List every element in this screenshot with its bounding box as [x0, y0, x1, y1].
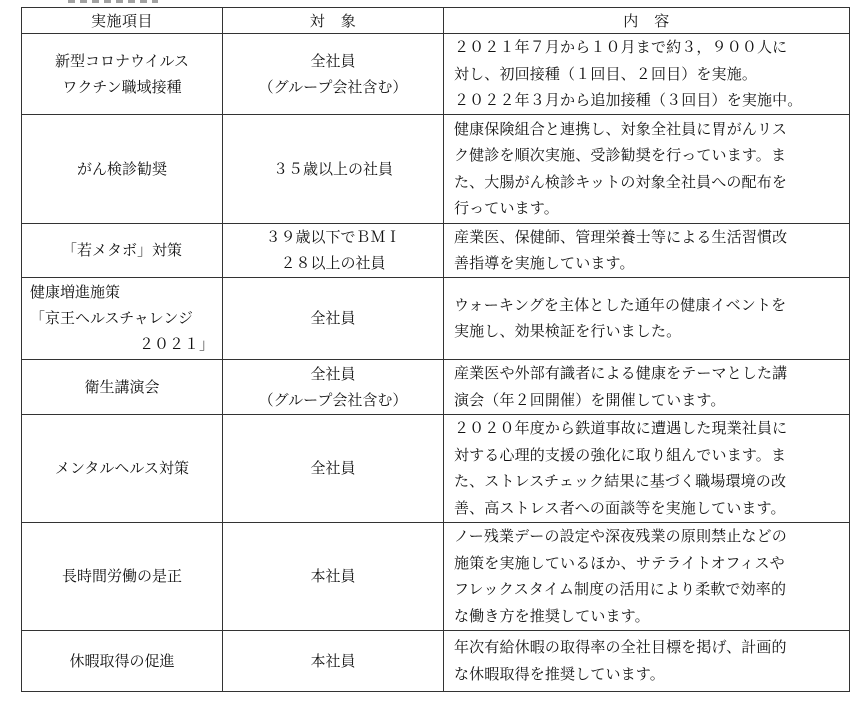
- row-item-line: 休暇取得の促進: [69, 651, 175, 670]
- row-item-line: 新型コロナウイルス: [54, 51, 190, 70]
- row-item-cell: [22, 34, 223, 115]
- row-content-cell: [444, 114, 850, 223]
- row-target-line: 全社員: [310, 459, 356, 477]
- row-content-cell: [444, 223, 850, 277]
- row-target-line: （グループ会社含む）: [258, 77, 408, 96]
- health-measures-table: [21, 7, 850, 692]
- row-content-line: な働き方を推奨しています。: [454, 606, 650, 625]
- row-item-line: 「京王ヘルスチャレンジ: [30, 309, 194, 327]
- table-header-row: [22, 8, 850, 34]
- table-row: [22, 522, 850, 630]
- cropped-caption-remnant: [68, 0, 158, 3]
- row-item-line: ２０２１」: [138, 335, 214, 353]
- row-item-cell: [22, 522, 223, 630]
- header-target: 対 象: [223, 8, 444, 34]
- row-target-cell: [223, 522, 444, 630]
- header-item: 実施項目: [22, 8, 223, 34]
- table-row: [22, 630, 850, 691]
- row-item-cell: [22, 414, 223, 522]
- row-content-line: 産業医や外部有識者による健康をテーマとした講: [454, 364, 788, 382]
- row-item-cell: [22, 359, 223, 414]
- table-row: [22, 277, 850, 359]
- row-target-line: （グループ会社含む）: [258, 390, 408, 409]
- row-target-cell: [223, 34, 444, 115]
- row-content-line: な休暇取得を推奨しています。: [454, 664, 665, 683]
- row-item-cell: [22, 277, 223, 359]
- row-target-line: ３５歳以上の社員: [272, 159, 393, 178]
- row-content-line: 演会（年２回開催）を開催しています。: [454, 390, 726, 409]
- row-target-cell: [223, 114, 444, 223]
- row-content-line: 健康保険組合と連携し、対象全社員に胃がんリス: [454, 119, 788, 138]
- row-content-cell: [444, 34, 850, 115]
- row-content-line: 善、高ストレス者への面談等を実施しています。: [454, 498, 786, 517]
- row-item-line: ワクチン職域接種: [62, 77, 182, 96]
- row-item-cell: [22, 223, 223, 277]
- row-item-line: 長時間労働の是正: [61, 567, 182, 585]
- row-content-line: た、ストレスチェック結果に基づく職場環境の改: [454, 472, 787, 490]
- row-content-line: 善指導を実施しています。: [454, 254, 635, 272]
- row-content-cell: [444, 414, 850, 522]
- table-row: [22, 34, 850, 115]
- row-content-line: 対し、初回接種（１回目、２回目）を実施。: [454, 64, 758, 83]
- row-content-line: ２０２２年３月から追加接種（３回目）を実施中。: [454, 91, 803, 109]
- row-target-cell: [223, 414, 444, 522]
- row-item-line: メンタルヘルス対策: [55, 459, 189, 477]
- row-item-line: 衛生講演会: [84, 377, 160, 396]
- cropped-caption-marks: [68, 0, 158, 3]
- row-content-line: 施策を実施しているほか、サテライトオフィスや: [454, 553, 785, 572]
- row-content-line: 対する心理的支援の強化に取り組んでいます。ま: [454, 445, 787, 464]
- header-content: 内 容: [444, 8, 850, 34]
- row-target-line: 本社員: [310, 651, 356, 670]
- row-content-cell: [444, 359, 850, 414]
- table-row: [22, 414, 850, 522]
- row-content-line: ２０２０年度から鉄道事故に遭遇した現業社員に: [454, 419, 788, 437]
- row-content-line: フレックスタイム制度の活用により柔軟で効率的: [454, 580, 787, 598]
- row-target-line: ２８以上の社員: [280, 254, 386, 272]
- row-item-line: 「若メタボ」対策: [61, 241, 182, 259]
- table-row: [22, 114, 850, 223]
- row-content-cell: [444, 630, 850, 691]
- row-target-line: 本社員: [310, 567, 356, 585]
- row-content-line: ノー残業デーの設定や深夜残業の原則禁止などの: [454, 527, 787, 545]
- row-target-line: 全社員: [310, 51, 356, 70]
- row-content-line: 行っています。: [454, 199, 559, 217]
- row-item-cell: [22, 114, 223, 223]
- row-item-line: がん検診勧奨: [76, 159, 167, 178]
- row-item-cell: [22, 630, 223, 691]
- row-content-line: 産業医、保健師、管理栄養士等による生活習慣改: [454, 227, 788, 246]
- row-content-line: ２０２１年７月から１０月まで約３，９００人に: [454, 38, 788, 56]
- row-target-line: ３９歳以下でＢＭＩ: [265, 228, 401, 246]
- row-content-cell: [444, 522, 850, 630]
- row-target-line: 全社員: [310, 364, 356, 383]
- row-target-cell: [223, 223, 444, 277]
- row-target-cell: [223, 277, 444, 359]
- row-item-line: 健康増進施策: [30, 283, 121, 301]
- row-content-line: ク健診を順次実施、受診勧奨を行っています。ま: [454, 146, 787, 164]
- row-target-cell: [223, 359, 444, 414]
- row-content-line: た、大腸がん検診キットの対象全社員への配布を: [454, 172, 788, 191]
- table-row: [22, 223, 850, 277]
- table-row: [22, 359, 850, 414]
- row-content-line: 実施し、効果検証を行いました。: [454, 322, 682, 340]
- row-content-line: ウォーキングを主体とした通年の健康イベントを: [454, 295, 787, 314]
- row-target-cell: [223, 630, 444, 691]
- row-target-line: 全社員: [310, 309, 356, 327]
- row-content-cell: [444, 277, 850, 359]
- row-content-line: 年次有給休暇の取得率の全社目標を掲げ、計画的: [454, 638, 787, 656]
